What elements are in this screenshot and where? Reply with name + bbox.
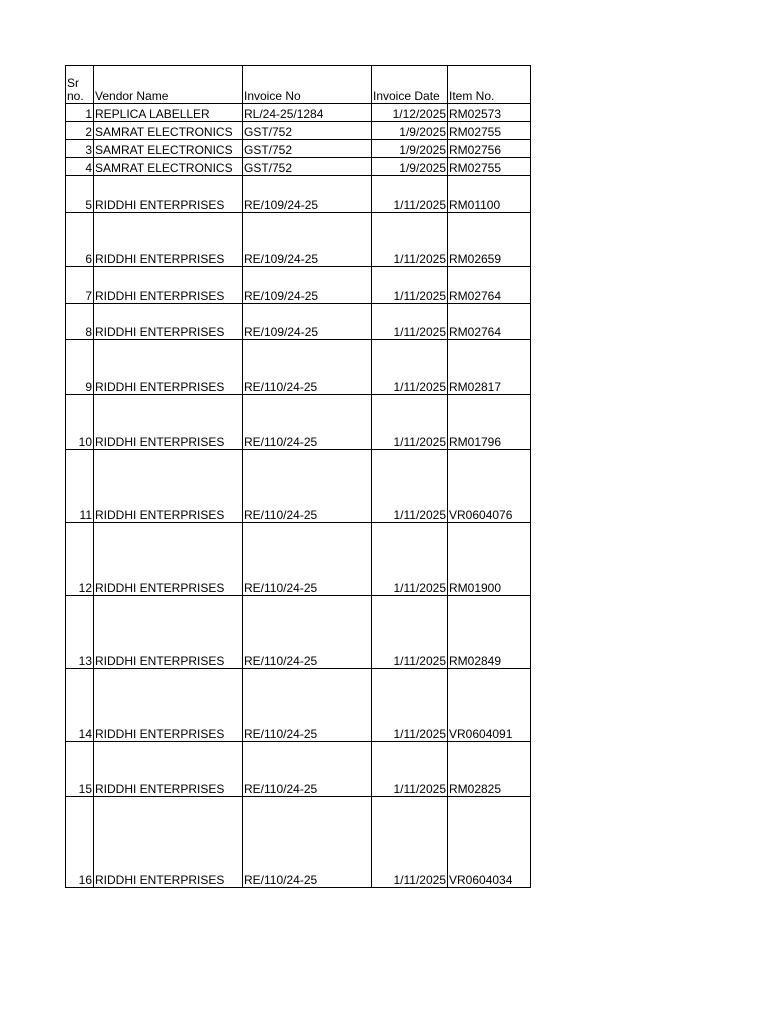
cell-invoice-date: 1/11/2025: [372, 340, 448, 395]
cell-item-no: RM01900: [448, 523, 531, 596]
table-row: [66, 213, 531, 267]
cell-item-no: RM01100: [448, 176, 531, 213]
cell-sr: 14: [66, 669, 94, 742]
cell-sr: 15: [66, 742, 94, 797]
cell-invoice-date: 1/11/2025: [372, 267, 448, 304]
cell-item-no: VR0604091: [448, 669, 531, 742]
cell-invoice-date: 1/11/2025: [372, 596, 448, 669]
cell-vendor: RIDDHI ENTERPRISES: [94, 304, 243, 340]
table-row: [66, 669, 531, 742]
cell-invoice-date: 1/12/2025: [372, 104, 448, 122]
cell-invoice-no: RE/109/24-25: [243, 176, 372, 213]
cell-invoice-no: RL/24-25/1284: [243, 104, 372, 122]
cell-item-no: RM02817: [448, 340, 531, 395]
table-row: [66, 104, 531, 122]
cell-invoice-date: 1/9/2025: [372, 122, 448, 140]
header-invoice-date: Invoice Date: [372, 66, 448, 104]
cell-sr: 6: [66, 213, 94, 267]
cell-vendor: RIDDHI ENTERPRISES: [94, 797, 243, 888]
cell-item-no: RM02764: [448, 304, 531, 340]
invoice-table: [65, 65, 531, 888]
header-invoice-no: Invoice No: [243, 66, 372, 104]
cell-vendor: RIDDHI ENTERPRISES: [94, 395, 243, 450]
table-row: [66, 797, 531, 888]
cell-invoice-no: RE/109/24-25: [243, 267, 372, 304]
cell-invoice-date: 1/9/2025: [372, 140, 448, 158]
cell-vendor: RIDDHI ENTERPRISES: [94, 267, 243, 304]
cell-sr: 9: [66, 340, 94, 395]
cell-sr: 13: [66, 596, 94, 669]
cell-item-no: VR0604076: [448, 450, 531, 523]
cell-vendor: RIDDHI ENTERPRISES: [94, 596, 243, 669]
table-row: [66, 395, 531, 450]
table-row: [66, 176, 531, 213]
table-row: [66, 523, 531, 596]
table-row: [66, 122, 531, 140]
cell-vendor: SAMRAT ELECTRONICS: [94, 140, 243, 158]
cell-invoice-date: 1/11/2025: [372, 742, 448, 797]
cell-item-no: RM02755: [448, 122, 531, 140]
cell-invoice-date: 1/9/2025: [372, 158, 448, 176]
header-sr: Sr no.: [66, 66, 94, 104]
cell-invoice-no: RE/110/24-25: [243, 340, 372, 395]
cell-item-no: RM02825: [448, 742, 531, 797]
cell-invoice-date: 1/11/2025: [372, 450, 448, 523]
cell-invoice-date: 1/11/2025: [372, 669, 448, 742]
table-row: [66, 596, 531, 669]
cell-invoice-date: 1/11/2025: [372, 797, 448, 888]
cell-invoice-no: GST/752: [243, 122, 372, 140]
cell-vendor: RIDDHI ENTERPRISES: [94, 450, 243, 523]
cell-vendor: RIDDHI ENTERPRISES: [94, 340, 243, 395]
cell-vendor: REPLICA LABELLER: [94, 104, 243, 122]
invoice-sheet: [65, 65, 531, 888]
cell-vendor: RIDDHI ENTERPRISES: [94, 742, 243, 797]
cell-sr: 12: [66, 523, 94, 596]
table-row: [66, 340, 531, 395]
cell-vendor: SAMRAT ELECTRONICS: [94, 158, 243, 176]
cell-item-no: RM02764: [448, 267, 531, 304]
cell-invoice-no: RE/110/24-25: [243, 450, 372, 523]
cell-sr: 8: [66, 304, 94, 340]
cell-invoice-no: GST/752: [243, 140, 372, 158]
cell-sr: 7: [66, 267, 94, 304]
cell-item-no: RM01796: [448, 395, 531, 450]
header-item-no: Item No.: [448, 66, 531, 104]
table-row: [66, 267, 531, 304]
cell-invoice-no: RE/110/24-25: [243, 395, 372, 450]
cell-item-no: RM02849: [448, 596, 531, 669]
cell-vendor: RIDDHI ENTERPRISES: [94, 176, 243, 213]
cell-sr: 5: [66, 176, 94, 213]
cell-vendor: RIDDHI ENTERPRISES: [94, 669, 243, 742]
cell-item-no: RM02756: [448, 140, 531, 158]
cell-invoice-date: 1/11/2025: [372, 304, 448, 340]
cell-invoice-no: RE/109/24-25: [243, 304, 372, 340]
cell-invoice-no: RE/110/24-25: [243, 669, 372, 742]
cell-invoice-no: RE/110/24-25: [243, 523, 372, 596]
cell-invoice-date: 1/11/2025: [372, 523, 448, 596]
cell-sr: 1: [66, 104, 94, 122]
cell-invoice-no: RE/110/24-25: [243, 742, 372, 797]
cell-invoice-date: 1/11/2025: [372, 176, 448, 213]
table-row: [66, 158, 531, 176]
cell-sr: 3: [66, 140, 94, 158]
header-row: [66, 66, 531, 104]
cell-invoice-date: 1/11/2025: [372, 395, 448, 450]
cell-sr: 10: [66, 395, 94, 450]
cell-invoice-no: RE/110/24-25: [243, 797, 372, 888]
table-row: [66, 304, 531, 340]
cell-vendor: RIDDHI ENTERPRISES: [94, 213, 243, 267]
cell-item-no: RM02755: [448, 158, 531, 176]
cell-invoice-no: GST/752: [243, 158, 372, 176]
table-row: [66, 450, 531, 523]
header-vendor: Vendor Name: [94, 66, 243, 104]
cell-sr: 4: [66, 158, 94, 176]
table-row: [66, 742, 531, 797]
cell-sr: 16: [66, 797, 94, 888]
cell-invoice-no: RE/110/24-25: [243, 596, 372, 669]
cell-vendor: SAMRAT ELECTRONICS: [94, 122, 243, 140]
cell-item-no: VR0604034: [448, 797, 531, 888]
cell-sr: 2: [66, 122, 94, 140]
cell-sr: 11: [66, 450, 94, 523]
table-row: [66, 140, 531, 158]
cell-vendor: RIDDHI ENTERPRISES: [94, 523, 243, 596]
cell-invoice-no: RE/109/24-25: [243, 213, 372, 267]
cell-item-no: RM02573: [448, 104, 531, 122]
cell-item-no: RM02659: [448, 213, 531, 267]
cell-invoice-date: 1/11/2025: [372, 213, 448, 267]
